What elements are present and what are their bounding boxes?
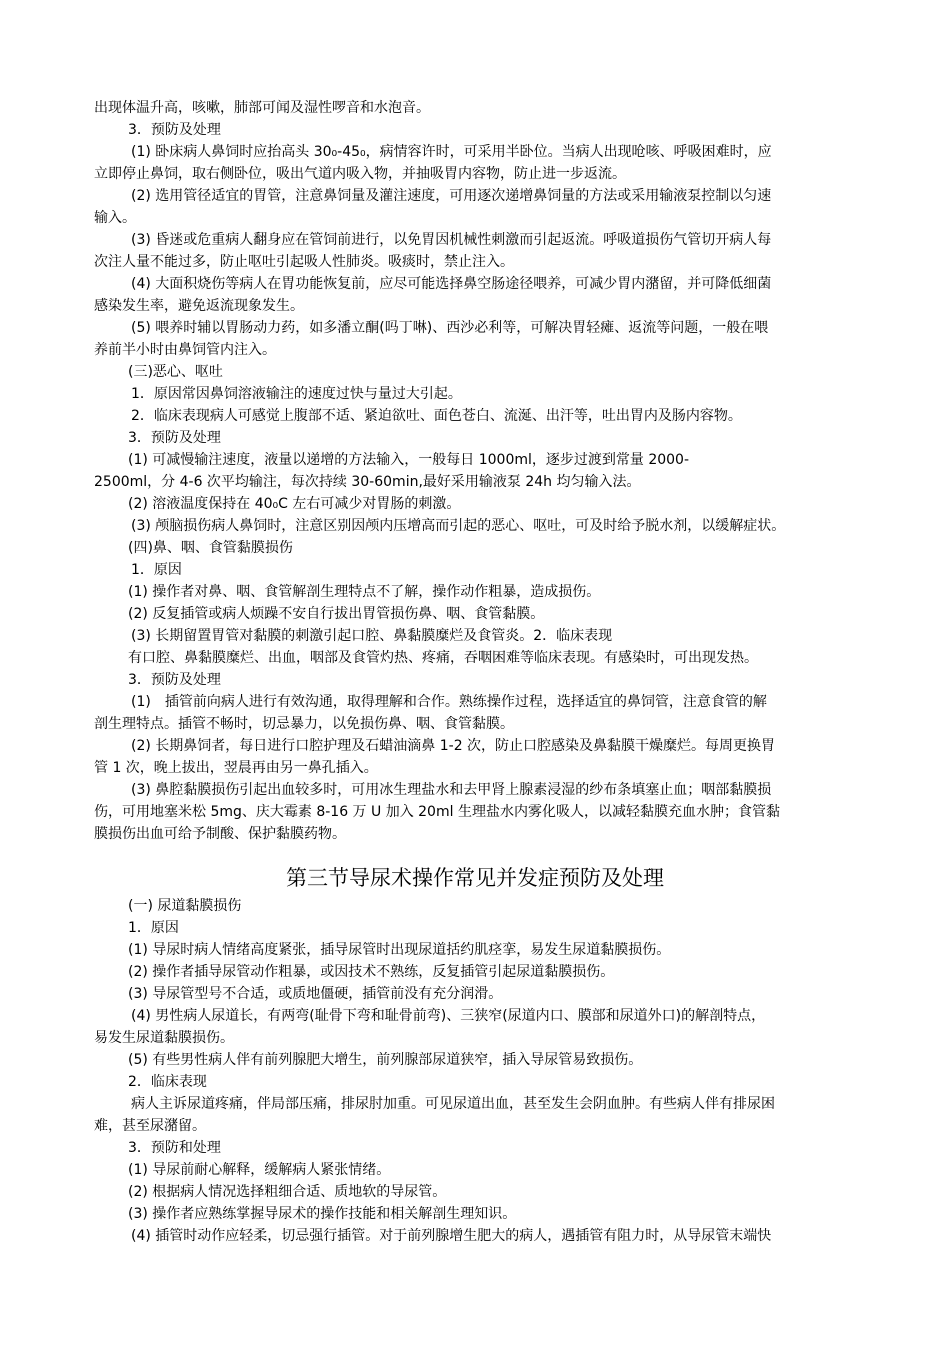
text-line: (1) 操作者对鼻、咽、食管解剖生理特点不了解，操作动作粗暴，造成损伤。 [128,584,601,600]
text-line: (3) 鼻腔黏膜损伤引起出血较多时，可用冰生理盐水和去甲肾上腺素浸湿的纱布条填塞止血；咽部黏膜损 [131,782,772,798]
text-line: 输入。 [94,210,136,226]
text-line: 3．预防及处理 [128,430,221,446]
subsection-heading: (一) 尿道黏膜损伤 [128,898,242,914]
text-line: 难，甚至尿潴留。 [94,1118,206,1134]
text-line: (1) 导尿时病人情绪高度紧张，插导尿管时出现尿道括约肌痉挛，易发生尿道黏膜损伤。 [128,942,671,958]
text-line: 出现体温升高，咳嗽，肺部可闻及湿性啰音和水泡音。 [94,100,430,116]
text-line: (3) 导尿管型号不合适，或质地僵硬，插管前没有充分润滑。 [128,986,503,1002]
text-line: 3．预防及处理 [128,122,221,138]
text-line: 立即停止鼻饲，取右侧卧位，吸出气道内吸入物，并抽吸胃内容物，防止进一步返流。 [94,166,626,182]
text-line: 有口腔、鼻黏膜糜烂、出血，咽部及食管灼热、疼痛，吞咽困难等临床表现。有感染时，可出现发热。 [128,650,758,666]
text-line: (5) 喂养时辅以胃肠动力药，如多潘立酮(吗丁啉)、西沙必利等，可解决胃轻瘫、返流等问题，一般在喂 [131,320,769,336]
text-line: (2) 溶液温度保持在 40₀C 左右可减少对胃肠的刺激。 [128,496,461,512]
text-line: (4) 插管时动作应轻柔，切忌强行插管。对于前列腺增生肥大的病人，遇插管有阻力时，从导尿管末端快 [131,1228,772,1244]
text-line: 易发生尿道黏膜损伤。 [94,1030,234,1046]
text-line: (2) 反复插管或病人烦躁不安自行拔出胃管损伤鼻、咽、食管黏膜。 [128,606,545,622]
subsection-heading: (四)鼻、咽、食管黏膜损伤 [128,540,293,556]
text-line: 3．预防及处理 [128,672,221,688]
text-line: (2) 根据病人情况选择粗细合适、质地软的导尿管。 [128,1184,447,1200]
text-line: 感染发生率，避免返流现象发生。 [94,298,304,314]
subsection-heading: (三)恶心、呕吐 [128,364,223,380]
text-line: 病人主诉尿道疼痛，伴局部压痛，排尿肘加重。可见尿道出血，甚至发生会阴血肿。有些病人伴有排尿困 [131,1096,775,1112]
text-line: 2．临床表现病人可感觉上腹部不适、紧迫欲吐、面色苍白、流涎、出汗等，吐出胃内及肠内容物。 [131,408,742,424]
text-line: 养前半小时由鼻饲管内注入。 [94,342,276,358]
text-line: (2) 操作者插导尿管动作粗暴，或因技术不熟练，反复插管引起尿道黏膜损伤。 [128,964,615,980]
text-line: 剖生理特点。插管不畅时，切忌暴力，以免损伤鼻、咽、食管黏膜。 [94,716,514,732]
text-line: (3) 昏迷或危重病人翻身应在管饲前进行，以免胃因机械性刺激而引起返流。呼吸道损伤气管切开病人每 [131,232,772,248]
text-line: (4) 大面积烧伤等病人在胃功能恢复前，应尽可能选择鼻空肠途径喂养，可减少胃内潴留，并可降低细菌 [131,276,772,292]
text-line: 2500ml，分 4-6 次平均输注，每次持续 30-60min,最好采用输液泵 24h 均匀输入法。 [94,474,641,490]
text-line: (4) 男性病人尿道长，有两弯(耻骨下弯和耻骨前弯)、三狭窄(尿道内口、膜部和尿道外口)的解剖特点， [131,1008,766,1024]
text-line: 膜损伤出血可给予制酸、保护黏膜药物。 [94,826,346,842]
text-line: (5) 有些男性病人伴有前列腺肥大增生，前列腺部尿道狭窄，插入导尿管易致损伤。 [128,1052,643,1068]
text-line: (3) 颅脑损伤病人鼻饲时，注意区别因颅内压增高而引起的恶心、呕吐，可及时给予脱水剂，以缓解症状。 [131,518,786,534]
text-line: 伤，可用地塞米松 5mg、庆大霉素 8-16 万 U 加入 20ml 生理盐水内雾化吸人，以减轻黏膜充血水肿；食管黏 [94,804,780,820]
text-line: (1) 插管前向病人进行有效沟通，取得理解和合作。熟练操作过程，选择适宜的鼻饲管，注意食管的解 [131,694,767,710]
section-title: 第三节导尿术操作常见并发症预防及处理 [286,866,664,890]
text-line: 1．原因 [131,562,182,578]
text-line: (3) 操作者应熟练掌握导尿术的操作技能和相关解剖生理知识。 [128,1206,517,1222]
text-line: (2) 长期鼻饲者，每日进行口腔护理及石蜡油滴鼻 1-2 次，防止口腔感染及鼻黏膜干燥糜烂。每周更换胃 [131,738,776,754]
text-line: (2) 选用管径适宜的胃管，注意鼻饲量及灌注速度，可用逐次递增鼻饲量的方法或采用输液泵控制以匀速 [131,188,772,204]
text-line: (1) 卧床病人鼻饲时应抬高头 30₀-45₀，病情容许时，可采用半卧位。当病人出现呛咳、呼吸困难时，应 [131,144,772,160]
text-line: 1．原因常因鼻饲溶液输注的速度过快与量过大引起。 [131,386,462,402]
text-line: 2．临床表现 [128,1074,207,1090]
text-line: 次注人量不能过多，防止呕吐引起吸人性肺炎。吸痰时，禁止注入。 [94,254,514,270]
text-line: (1) 导尿前耐心解释，缓解病人紧张情绪。 [128,1162,391,1178]
text-line: (1) 可减慢输注速度，液量以递增的方法输入，一般每日 1000ml，逐步过渡到常量 2000- [128,452,690,468]
text-line: 管 1 次，晚上拔出，翌晨再由另一鼻孔插入。 [94,760,378,776]
text-line: 1．原因 [128,920,179,936]
text-line: (3) 长期留置胃管对黏膜的刺激引起口腔、鼻黏膜糜烂及食管炎。2．临床表现 [131,628,613,644]
text-line: 3．预防和处理 [128,1140,221,1156]
